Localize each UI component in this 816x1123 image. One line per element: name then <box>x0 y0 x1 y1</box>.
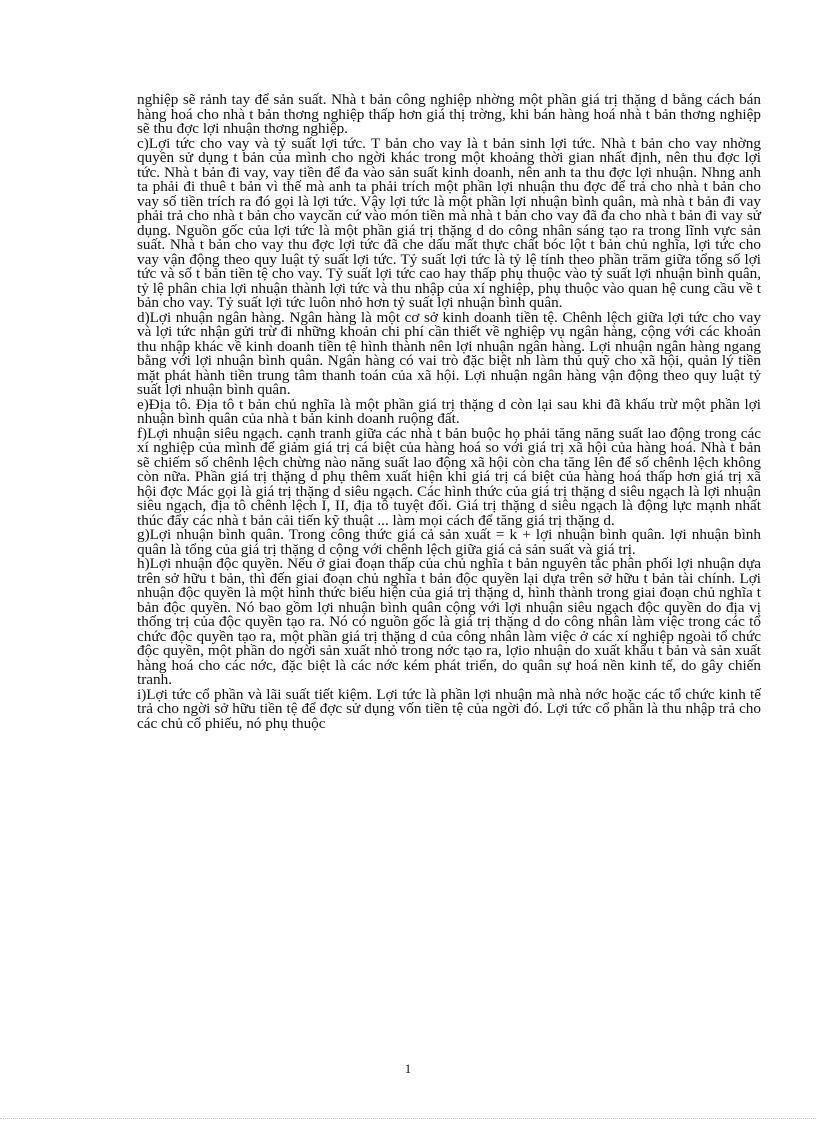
paragraph-f-surplus-profit: f)Lợi nhuận siêu ngạch. cạnh tranh giữa các nhà t bản buộc họ phải tăng năng suất lao động trong các xí nghiệp của mình để giảm giá trị cá biệt của hàng hoá so với giá trị xã hội của hàng hoá. Nhà t bản sẽ chiếm số chênh lệch chừng nào năng suất lao động xã hội còn cha tăng lên để số chênh lệch không còn nữa. Phần giá trị thặng d phụ thêm xuất hiện khi giá trị cá biệt của hàng hoá thấp hơn giá trị xã hội đợc Mác gọi là giá trị thặng d siêu ngạch. Các hình thức của giá trị thặng d siêu ngạch là lợi nhuận siêu ngạch, địa tô chênh lệch I, II, địa tô tuyệt đối. Giá trị thặng d siêu ngạch là động lực mạnh nhất thúc đẩy các nhà t bản cải tiến kỹ thuật ... làm mọi cách để tăng giá trị thặng d. <box>137 424 761 529</box>
paragraph-c-loan-interest: c)Lợi tức cho vay và tỷ suất lợi tức. T bản cho vay là t bản sinh lợi tức. Nhà t bản cho vay nhờng quyền sử dụng t bản của mình cho ngời khác trong một khoảng thời gian nhất định, nên thu đợc lợi tức. Nhà t bản đi vay, vay tiền để đa vào sản suất kinh doanh, nên anh ta thu đợc lợi nhuận. Nhng anh ta phải đi thuê t bản vì thế mà anh ta phải trích một phần lợi nhuận thu đợc để trả cho nhà t bản cho vay số tiền trích ra đó gọi là lợi tức. Vậy lợi tức là một phần lợi nhuận bình quân, mà nhà t bản đi vay phải trả cho nhà t bản cho vaycăn cứ vào món tiền mà nhà t bản cho vay đã đa cho nhà t bản đi vay sử dụng. Nguồn gốc của lợi tức là một phần giá trị thặng d do công nhân sáng tạo ra trong lĩnh vực sản suất. Nhà t bản cho vay thu đợc lợi tức đã che dấu mất thực chất bóc lột t bản chủ nghĩa, lợi tức cho vay vận động theo quy luật tỷ suất lợi tức. Tỷ suất lợi tức là tỷ lệ tính theo phần trăm giữa tổng số lợi tức và số t bản tiền tệ cho vay. Tỷ suất lợi tức cao hay thấp phụ thuộc vào tỷ suất lợi nhuận bình quân, tỷ lệ phân chia lợi nhuận thành lợi tức và thu nhập của xí nghiệp, phụ thuộc vào quan hệ cung cầu về t bản cho vay. Tỷ suất lợi tức luôn nhỏ hơn tỷ suất lợi nhuận bình quân. <box>137 134 761 311</box>
paragraph-g-average-profit: g)Lợi nhuận bình quân. Trong công thức giá cả sản xuất = k + lợi nhuận bình quân. lợi nhuận bình quân là tổng của giá trị thặng d cộng với chênh lệch giữa giá cả sản suất và giá trị. <box>137 526 761 558</box>
paragraph-d-bank-profit: d)Lợi nhuận ngân hàng. Ngân hàng là một cơ sở kinh doanh tiền tệ. Chênh lệch giữa lợi tức cho vay và lợi tức nhận gửi trừ đi những khoản chi phí cần thiết về nghiệp vụ ngân hàng, cộng với các khoản thu nhập khác về kinh doanh tiền tệ hình thành nên lợi nhuận ngân hàng. Lợi nhuận ngân hàng ngang bằng với lợi nhuận bình quân. Ngân hàng có vai trò đặc biệt nh làm thủ quỹ cho xã hội, quản lý tiền mặt phát hành tiền trung tâm thanh toán của xã hội. Lợi nhuận ngân hàng vận động theo quy luật tỷ suất lợi nhuận bình quân. <box>137 308 761 398</box>
paragraph-h-monopoly-profit: h)Lợi nhuận độc quyền. Nếu ở giai đoạn thấp của chủ nghĩa t bản nguyên tắc phân phối lợi nhuận dựa trên sở hữu t bản, thì đến giai đoạn chủ nghĩa t bản độc quyền lại dựa trên sở hữu t bản tài chính. Lợi nhuận độc quyền là một hình thức biểu hiện của giá trị thặng d, hình thành trong giai đoạn chủ nghĩa t bản độc quyền. Nó bao gồm lợi nhuận bình quân cộng với lợi nhuận siêu ngạch độc quyền do địa vị thống trị của độc quyền tạo ra. Nó có nguồn gốc là giá trị thặng d do công nhân làm việc trong các tổ chức độc quyền tạo ra, một phần giá trị thặng d của công nhân làm việc ở các xí nghiệp ngoài tổ chức độc quyền, một phần do ngời sản xuất nhỏ trong nớc tạo ra, lợio nhuận do xuất khẩu t bản và sản xuất hàng hoá cho các nớc, đặc biệt là các nớc kém phát triển, do quân sự hoá nền kinh tế, do gây chiến tranh. <box>137 555 761 688</box>
paragraph-i-dividend-savings: i)Lợi tức cổ phần và lãi suất tiết kiệm. Lợi tức là phần lợi nhuận mà nhà nớc hoặc các tổ chức kinh tế trả cho ngời sở hữu tiền tệ để đợc sử dụng vốn tiền tệ của ngời đó. Lợi tức cổ phần là thu nhập trả cho các chủ cổ phiếu, nó phụ thuộc <box>137 685 761 732</box>
page-bottom-rule <box>0 1118 816 1119</box>
paragraph-continuation: nghiệp sẽ rảnh tay để sản suất. Nhà t bản công nghiệp nhờng một phần giá trị thặng d bằng cách bán hàng hoá cho nhà t bản thơng nghiệp thấp hơn giá thị trờng, khi bán hàng hoá nhà t bản thơng nghiệp sẽ thu đợc lợi nhuận thơng nghiệp. <box>137 91 761 137</box>
body-text <box>137 93 761 731</box>
paragraph-e-land-rent: e)Địa tô. Địa tô t bản chủ nghĩa là một phần giá trị thặng d còn lại sau khi đã khấu trừ một phần lợi nhuận bình quân của nhà t bản kinh doanh ruộng đất. <box>137 395 761 427</box>
page-number: 1 <box>404 1061 412 1076</box>
